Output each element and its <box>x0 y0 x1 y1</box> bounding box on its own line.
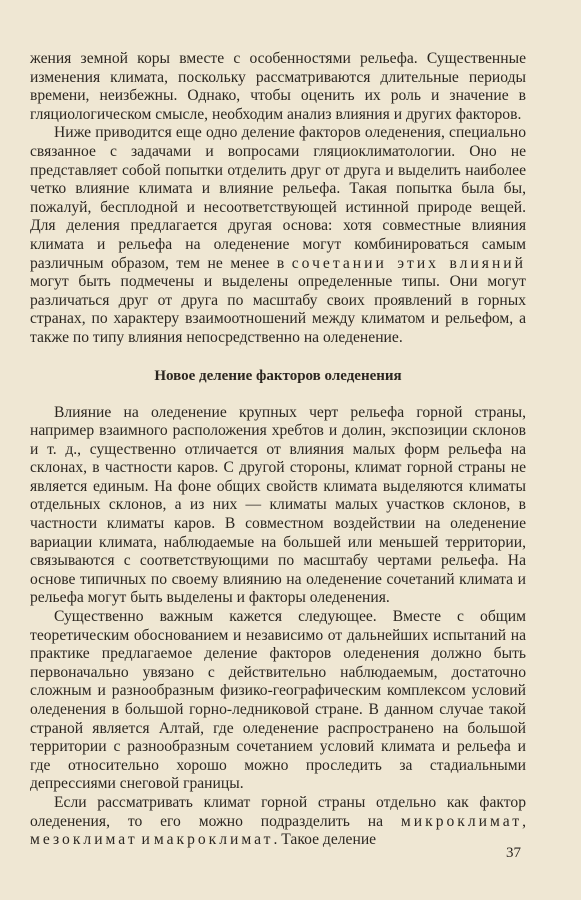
spaced-emphasis: микроклимат <box>400 812 523 830</box>
text-run: Влияние на оледенение крупных черт рельефа горной страны, например взаимного расположения хребтов и долин, экспозиции склонов и т. д., существенно отличается от влияния малых форм рельефа на склонах, в частности каров. С другой стороны, климат горной страны не является единым. На фоне общих свойств климата выделяются климаты отдельных склонов, а из них — климаты малых участков склонов, в частности климаты каров. В совместном воздействии на оледенение вариации климата, наблюдаемые на большей или меньшей территории, связываются с соответствующими по масштабу чертами рельефа. На основе типичных по своему влиянию на оледенение сочетаний климата и рельефа могут быть выделены и факторы оледенения. <box>30 403 526 607</box>
page-number: 37 <box>506 845 521 861</box>
paragraph-5 <box>30 794 526 850</box>
text-run: жения земной коры вместе с особенностями рельефа. Существенные изменения климата, поскольку рассматриваются длительные периоды времени, неизбежны. Однако, чтобы оценить их роль и значение в гляциологическом смысле, необходим анализ влияния и других факторов. <box>30 50 526 123</box>
text-run: и <box>137 831 154 849</box>
page-body <box>30 50 526 850</box>
text-run: . Такое деление <box>273 831 377 849</box>
text-run: , <box>522 812 526 830</box>
text-run: могут быть подмечены и выделены определенные типы. Они могут различаться друг от друга по масштабу своих проявлений в горных странах, по характеру взаимоотношений между климатом и рельефом, а также по типу влияния непосредственно на оледенение. <box>30 273 526 346</box>
text-run: Существенно важным кажется следующее. Вместе с общим теоретическим обоснованием и независимо от дальнейших испытаний на практике предлагаемое деление факторов оледенения должно быть первоначально увязано с действительно наблюдаемым, достаточно сложным и разнообразным физико-географическим комплексом условий оледенения в большой горно-ледниковой стране. В данном случае такой страной является Алтай, где оледенение распространено на большой территории с разнообразным сочетанием условий климата и рельефа и где относительно хорошо можно проследить за стадиальными депрессиями снеговой границы. <box>30 608 526 793</box>
paragraph-1 <box>30 50 526 124</box>
text-run: Ниже приводится еще одно деление факторов оледенения, специально связанное с задачами и вопросами гляциоклиматологии. Оно не представляет собой попытки отделить друг от друга и выделить наиболее четко влияние климата и влияние рельефа. Такая попытка была бы, пожалуй, бесплодной и несоответствующей истинной природе вещей. Для деления предлагается другая основа: хотя совместные влияния климата и рельефа на оледенение могут комбинироваться самым различным образом, тем не менее в <box>30 124 526 272</box>
paragraph-3 <box>30 404 526 609</box>
spaced-emphasis: макроклимат <box>153 831 274 849</box>
section-heading: Новое деление факторов оледенения <box>154 367 402 384</box>
spaced-emphasis: мезоклимат <box>30 831 138 849</box>
paragraph-2 <box>30 124 526 347</box>
spaced-emphasis: сочетании этих влияний <box>291 254 527 272</box>
paragraph-4 <box>30 608 526 794</box>
text-run: Если рассматривать климат горной страны отдельно как фактор оледенения, то его можно подразделить на <box>30 793 526 830</box>
